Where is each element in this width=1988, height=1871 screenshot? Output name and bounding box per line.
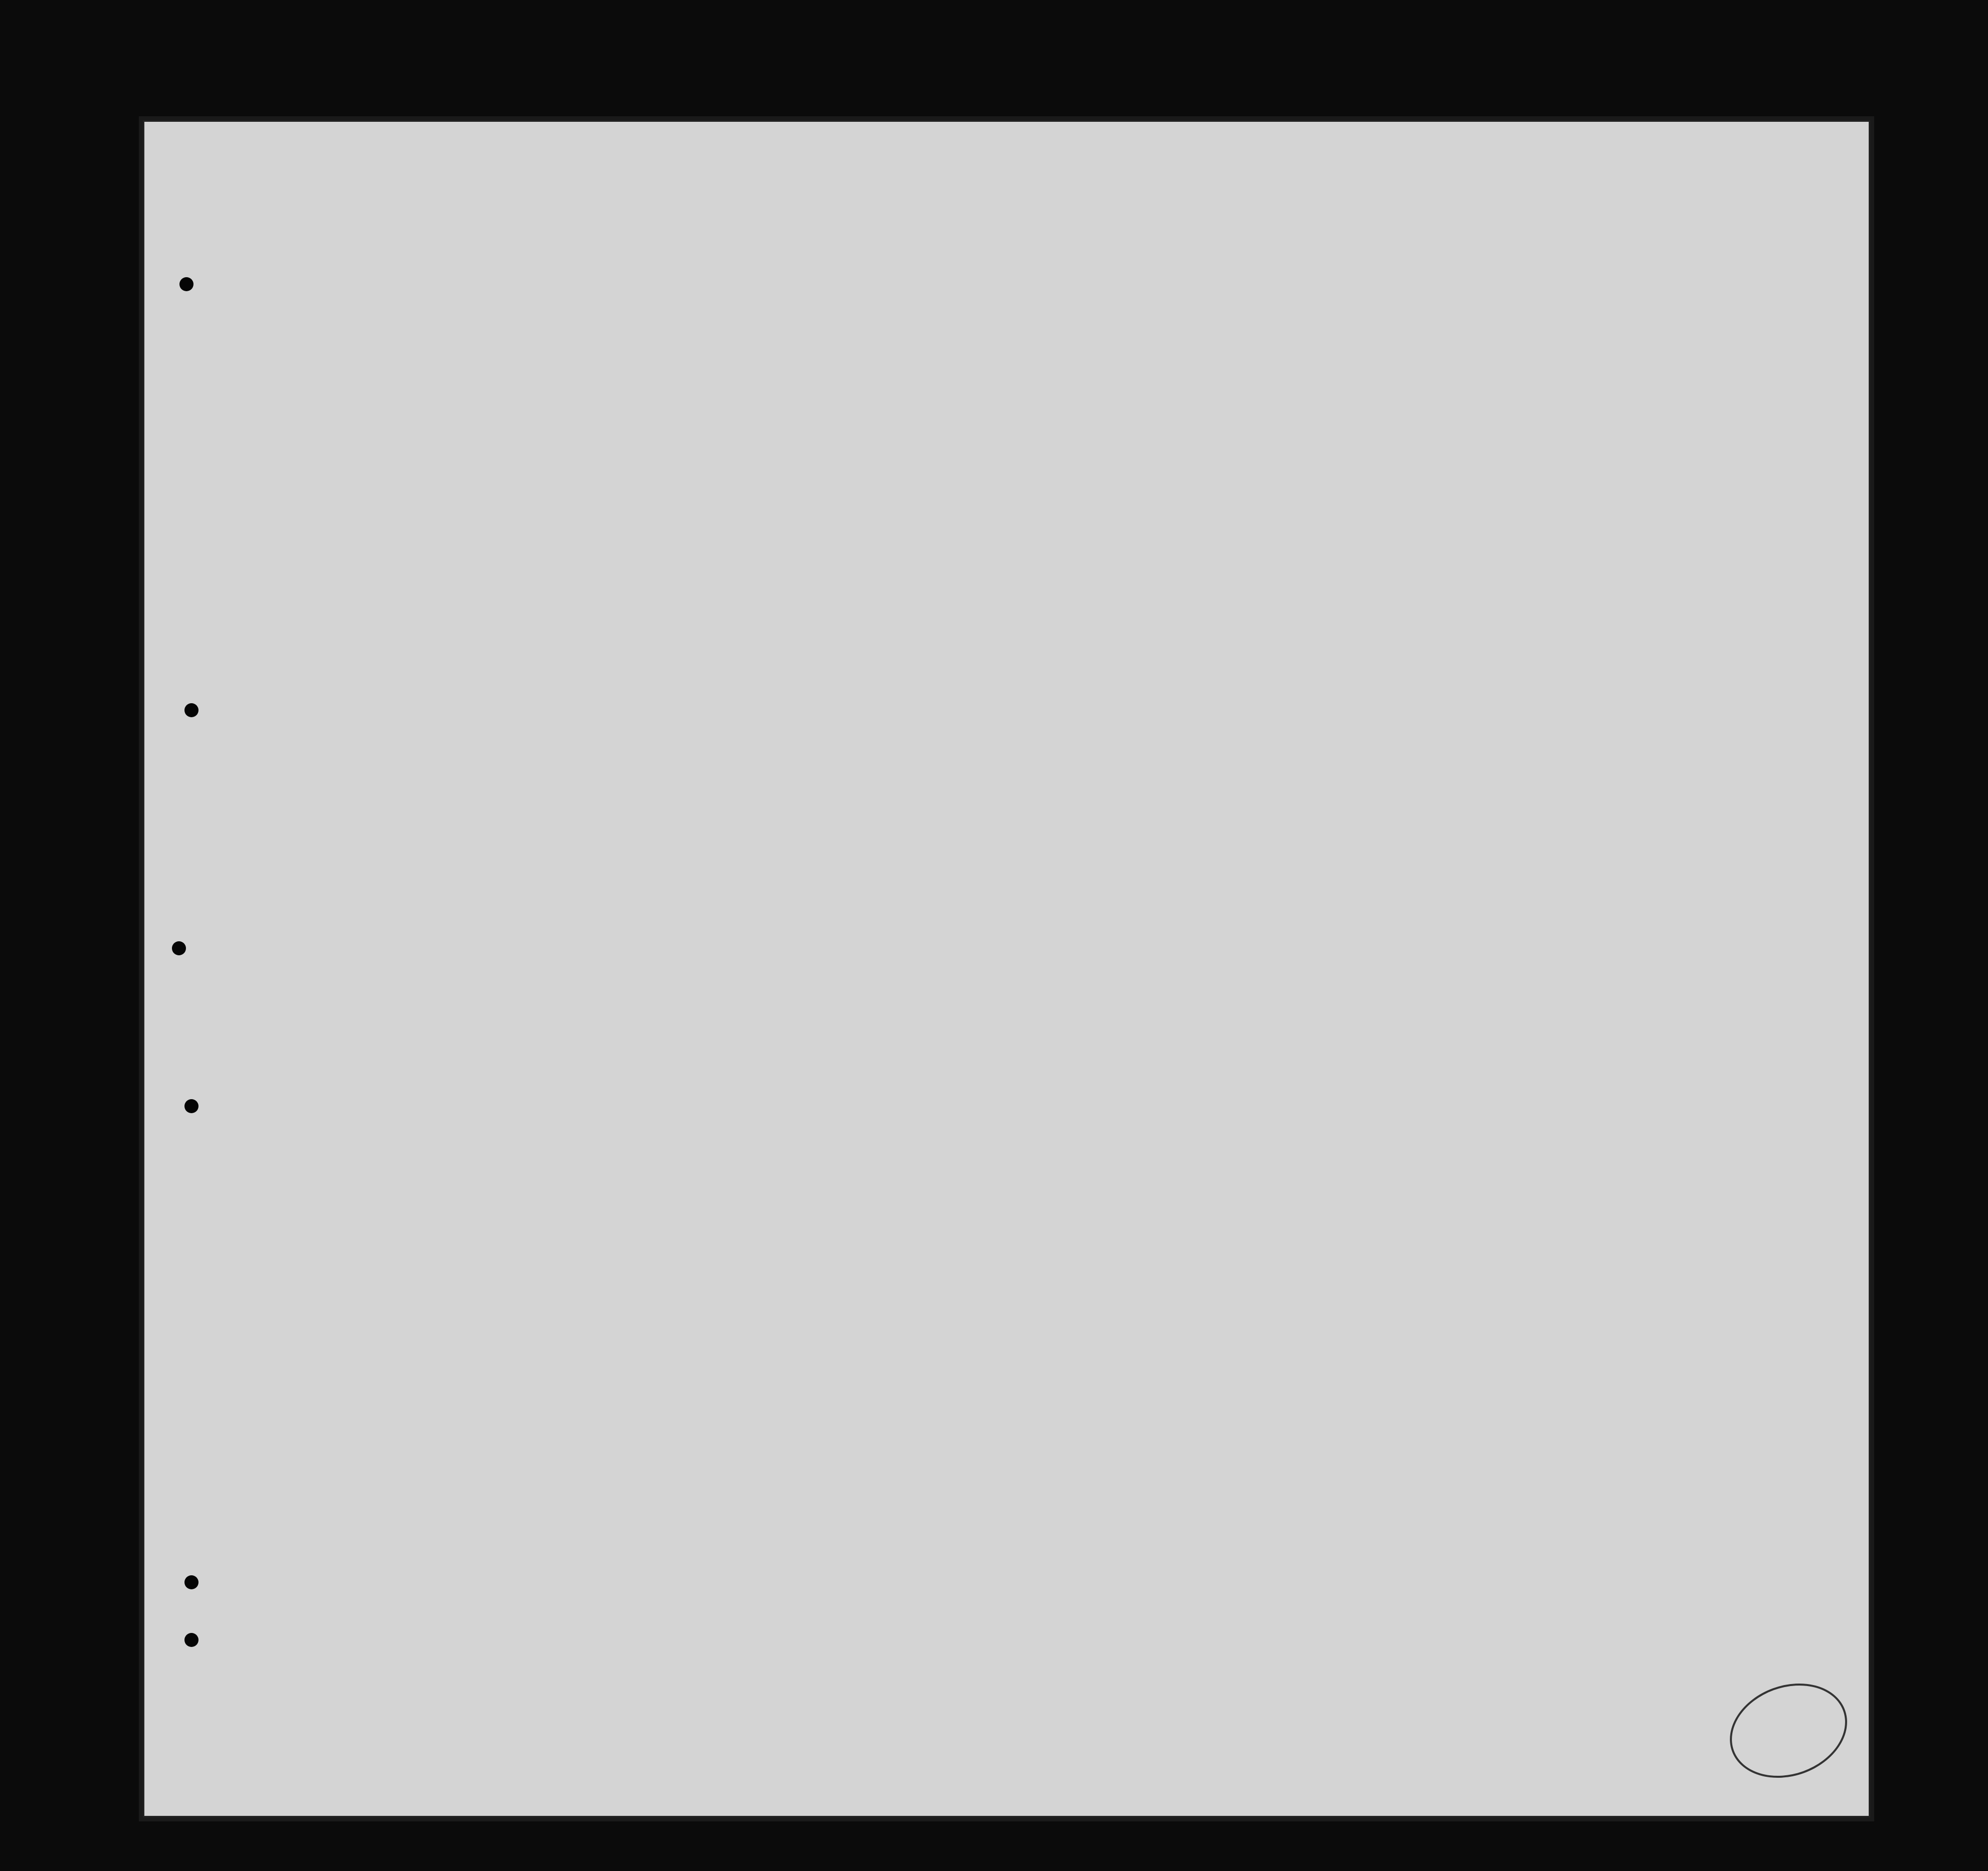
manifest-sheet [143,120,1870,1817]
manifest-table [144,122,1869,1816]
